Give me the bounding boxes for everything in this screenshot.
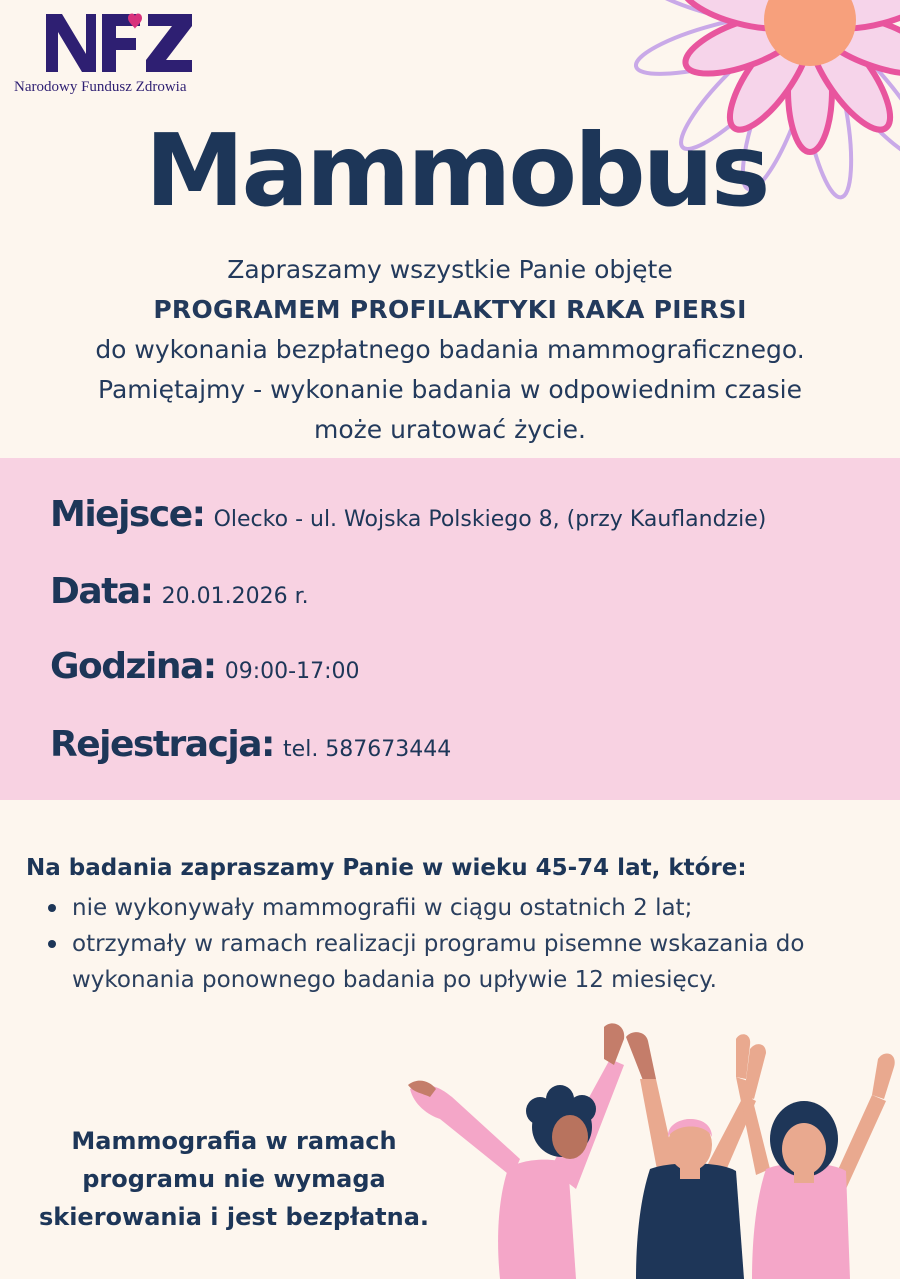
logo-caption: Narodowy Fundusz Zdrowia	[14, 79, 187, 95]
detail-row-hours	[50, 646, 360, 687]
nfz-logo-mark-icon	[44, 10, 194, 76]
detail-row-registration	[50, 724, 451, 765]
free-exam-note	[14, 1122, 454, 1236]
eligibility-section	[26, 850, 896, 998]
nfz-logo	[14, 10, 234, 96]
page-title: Mammobus	[145, 112, 768, 229]
list-item-text: otrzymały w ramach realizacji programu pisemne wskazania do wykonania ponownego badania po upływie 12 miesięcy.	[72, 931, 805, 993]
intro-text	[40, 250, 860, 450]
intro-program-name: PROGRAMEM PROFILAKTYKI RAKA PIERSI	[153, 295, 747, 324]
women-raising-hands-illustration-icon	[400, 1019, 900, 1279]
detail-label: Data:	[50, 571, 153, 612]
eligibility-list	[26, 890, 896, 998]
note-line: Mammografia w ramach	[71, 1127, 397, 1155]
detail-value: 20.01.2026 r.	[161, 584, 309, 609]
intro-line: może uratować życie.	[313, 415, 587, 444]
intro-line: Pamiętajmy - wykonanie badania w odpowiednim czasie	[98, 375, 802, 404]
detail-row-date	[50, 571, 309, 612]
intro-line: do wykonania bezpłatnego badania mammograficznego.	[95, 335, 805, 364]
list-item-text: nie wykonywały mammografii w ciągu ostatnich 2 lat;	[72, 895, 693, 921]
bullet-dot-icon	[48, 904, 56, 912]
details-panel	[0, 458, 900, 800]
list-item	[26, 890, 896, 926]
intro-line: Zapraszamy wszystkie Panie objęte	[227, 255, 673, 284]
detail-label: Rejestracja:	[50, 724, 274, 765]
detail-value: 09:00-17:00	[224, 659, 360, 684]
note-line: skierowania i jest bezpłatna.	[38, 1203, 430, 1231]
eligibility-title: Na badania zapraszamy Panie w wieku 45-74 lat, które:	[26, 855, 747, 881]
detail-label: Godzina:	[50, 646, 216, 687]
note-line: programu nie wymaga	[82, 1165, 386, 1193]
list-item	[26, 926, 896, 998]
bullet-dot-icon	[48, 940, 56, 948]
detail-value: tel. 587673444	[283, 737, 452, 762]
detail-value: Olecko - ul. Wojska Polskiego 8, (przy Kauflandzie)	[213, 507, 767, 532]
detail-label: Miejsce:	[50, 494, 205, 535]
detail-row-place	[50, 494, 766, 535]
